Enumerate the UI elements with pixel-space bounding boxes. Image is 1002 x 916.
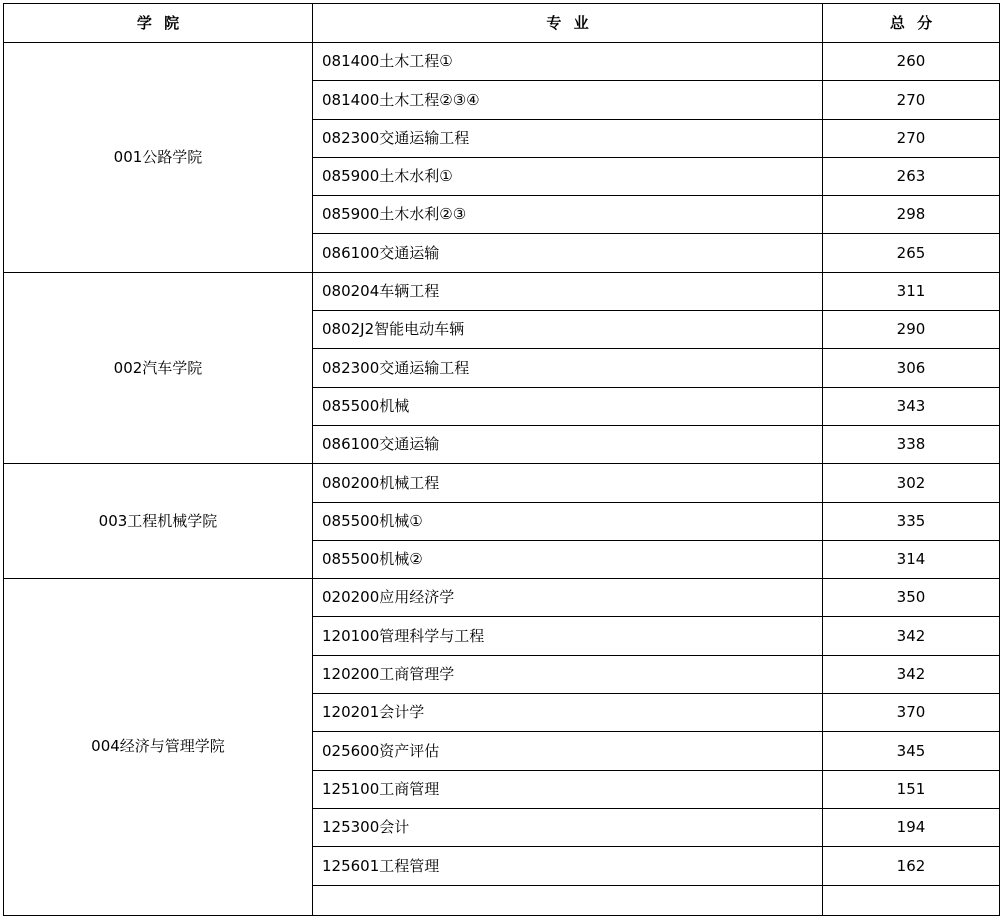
score-cell: 311 [823,272,1000,310]
major-cell: 080204车辆工程 [313,272,823,310]
college-cell: 001公路学院 [4,43,313,273]
major-cell: 125100工商管理 [313,770,823,808]
score-cell: 338 [823,425,1000,463]
table-row [4,464,1000,502]
major-cell: 081400土木工程① [313,43,823,81]
score-cell: 270 [823,81,1000,119]
score-cell: 260 [823,43,1000,81]
score-cell: 194 [823,808,1000,846]
header-row [4,4,1000,43]
major-cell: 020200应用经济学 [313,579,823,617]
major-cell: 085500机械① [313,502,823,540]
score-cell: 162 [823,847,1000,885]
major-cell: 120200工商管理学 [313,655,823,693]
major-cell: 085500机械② [313,540,823,578]
college-cell: 004经济与管理学院 [4,579,313,915]
major-cell: 082300交通运输工程 [313,349,823,387]
score-cell: 342 [823,655,1000,693]
score-cell: 343 [823,387,1000,425]
score-cell: 151 [823,770,1000,808]
major-cell: 085900土木水利②③ [313,196,823,234]
major-cell: 120100管理科学与工程 [313,617,823,655]
table-body [4,43,1000,916]
table-row [4,272,1000,310]
major-cell: 081400土木工程②③④ [313,81,823,119]
college-cell: 002汽车学院 [4,272,313,463]
score-cell: 306 [823,349,1000,387]
score-cell [823,885,1000,915]
major-cell: 085900土木水利① [313,157,823,195]
major-cell [313,885,823,915]
college-cell: 003工程机械学院 [4,464,313,579]
header-college: 学 院 [4,4,313,43]
table-row [4,579,1000,617]
score-cell: 342 [823,617,1000,655]
table-row [4,43,1000,81]
score-cell: 302 [823,464,1000,502]
score-cell: 265 [823,234,1000,272]
score-cell: 335 [823,502,1000,540]
major-cell: 120201会计学 [313,694,823,732]
score-cell: 270 [823,119,1000,157]
score-cell: 370 [823,694,1000,732]
score-cell: 314 [823,540,1000,578]
score-cell: 263 [823,157,1000,195]
major-cell: 086100交通运输 [313,425,823,463]
major-cell: 125300会计 [313,808,823,846]
major-cell: 082300交通运输工程 [313,119,823,157]
score-cell: 350 [823,579,1000,617]
score-cell: 345 [823,732,1000,770]
score-cell: 290 [823,311,1000,349]
score-table [3,3,1000,916]
header-major: 专 业 [313,4,823,43]
major-cell: 080200机械工程 [313,464,823,502]
score-cell: 298 [823,196,1000,234]
header-score: 总 分 [823,4,1000,43]
major-cell: 125601工程管理 [313,847,823,885]
major-cell: 025600资产评估 [313,732,823,770]
major-cell: 086100交通运输 [313,234,823,272]
major-cell: 0802J2智能电动车辆 [313,311,823,349]
table-header [4,4,1000,43]
major-cell: 085500机械 [313,387,823,425]
